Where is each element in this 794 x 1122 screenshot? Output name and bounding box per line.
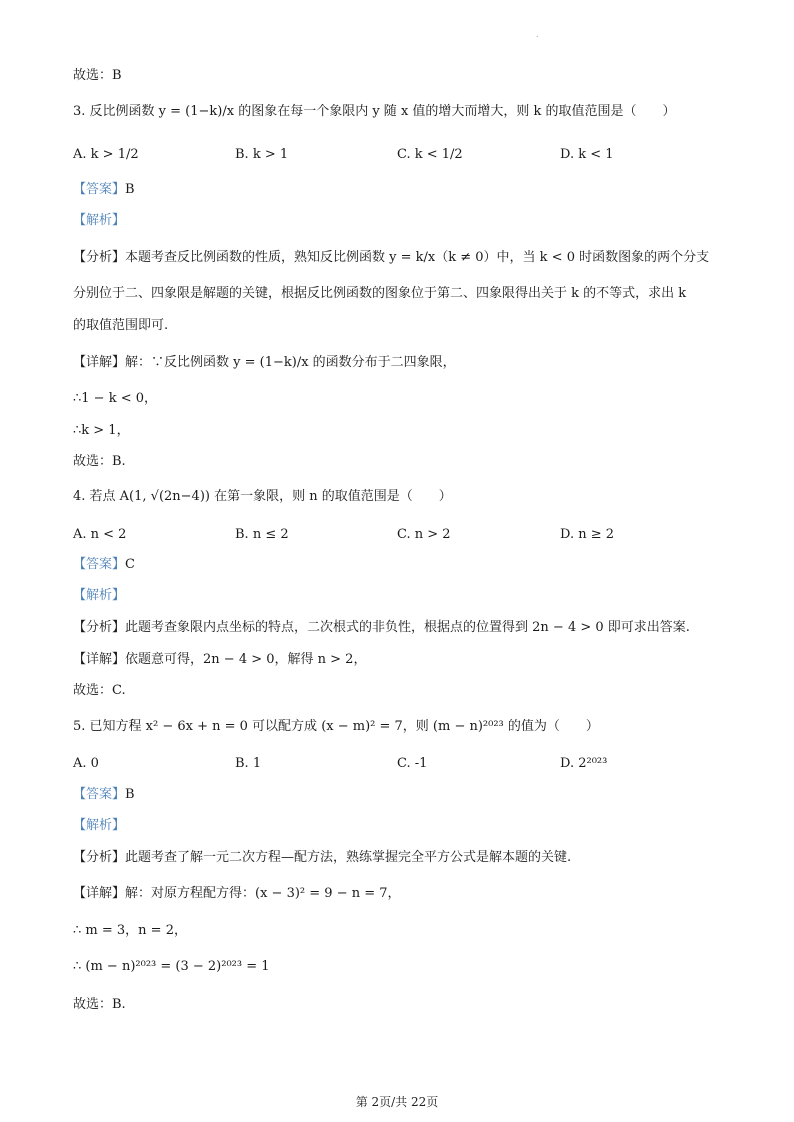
q3-option-b: B. k > 1 [235,147,289,162]
q4-option-d: D. n ≥ 2 [560,527,615,542]
q4-conclusion: 故选：C. [73,683,126,698]
q4-answer-value: C [125,557,135,572]
q4-option-c: C. n > 2 [397,527,451,542]
q3-option-d: D. k < 1 [560,147,614,162]
xiangjie-tag: 【详解】 [73,355,126,370]
page-footer: 第 2页/共 22页 [355,1095,439,1109]
q5-option-c: C. -1 [397,756,428,771]
q4-fenxi-text: 此题考查象限内点坐标的特点，二次根式的非负性，根据点的位置得到 2n − 4 > 0 即可求出答案. [125,620,690,635]
q3-step-1: ∴1 − k < 0， [73,391,158,406]
q4-stem: 4. 若点 A(1, √(2n−4)) 在第一象限，则 n 的取值范围是（ ） [73,489,452,504]
fenxi-tag: 【分析】 [73,850,126,865]
q5-option-d: D. 2²⁰²³ [560,756,608,771]
q3-fenxi-1 [73,248,709,268]
q4-xiangjie [73,650,366,670]
q3-xiangjie [73,353,456,373]
q3-options [73,145,733,165]
q5-answer-value: B [125,787,135,802]
q5-option-a: A. 0 [73,756,99,771]
q3-conclusion: 故选：B. [73,454,126,469]
q3-xiangjie-text: 解：∵反比例函数 y = (1−k)/x 的函数分布于二四象限， [125,355,456,370]
prev-answer: 故选：B [73,68,122,83]
q4-xiangjie-text: 依题意可得，2n − 4 > 0，解得 n > 2， [125,652,367,667]
q3-analysis-tag: 【解析】 [73,213,126,228]
xiangjie-tag: 【详解】 [73,886,126,901]
q3-fenxi-2: 分别位于二、四象限是解题的关键，根据反比例函数的图象位于第二、四象限得出关于 k 的不等式，求出 k [73,286,687,301]
q5-analysis-tag: 【解析】 [73,818,126,833]
q5-step-2: ∴ (m − n)²⁰²³ = (3 − 2)²⁰²³ = 1 [73,959,270,974]
q5-xiangjie [73,884,401,904]
q3-answer [73,180,135,200]
q3-step-2: ∴k > 1， [73,423,130,438]
q4-option-a: A. n < 2 [73,527,127,542]
q4-option-b: B. n ≤ 2 [235,527,289,542]
q5-fenxi [73,848,571,868]
q3-fenxi-3: 的取值范围即可. [73,318,169,333]
q4-analysis-tag: 【解析】 [73,588,126,603]
q5-step-1: ∴ m = 3，n = 2， [73,923,187,938]
fenxi-tag: 【分析】 [73,620,126,635]
answer-tag: 【答案】 [73,182,126,197]
q3-option-a: A. k > 1/2 [73,147,139,162]
q3-stem: 3. 反比例函数 y = (1−k)/x 的图象在每一个象限内 y 随 x 值的增大而增大，则 k 的取值范围是（ ） [73,104,676,119]
q5-options [73,754,733,774]
answer-tag: 【答案】 [73,787,126,802]
q4-options [73,525,733,545]
answer-tag: 【答案】 [73,557,126,572]
q3-fenxi-text-1: 本题考查反比例函数的性质，熟知反比例函数 y = k/x（k ≠ 0）中，当 k < 0 时函数图象的两个分支 [125,250,710,265]
scan-dot: . [536,30,539,39]
q5-answer [73,785,135,805]
q5-conclusion: 故选：B. [73,997,126,1012]
fenxi-tag: 【分析】 [73,250,126,265]
q3-answer-value: B [125,182,135,197]
q5-option-b: B. 1 [235,756,262,771]
q3-option-c: C. k < 1/2 [397,147,463,162]
xiangjie-tag: 【详解】 [73,652,126,667]
q5-xiangjie-text: 解：对原方程配方得：(x − 3)² = 9 − n = 7， [125,886,401,901]
q4-fenxi [73,618,690,638]
q5-fenxi-text: 此题考查了解一元二次方程—配方法，熟练掌握完全平方公式是解本题的关键. [125,850,572,865]
q5-stem: 5. 已知方程 x² − 6x + n = 0 可以配方成 (x − m)² = 7，则 (m − n)²⁰²³ 的值为（ ） [73,719,599,734]
q4-answer [73,555,135,575]
